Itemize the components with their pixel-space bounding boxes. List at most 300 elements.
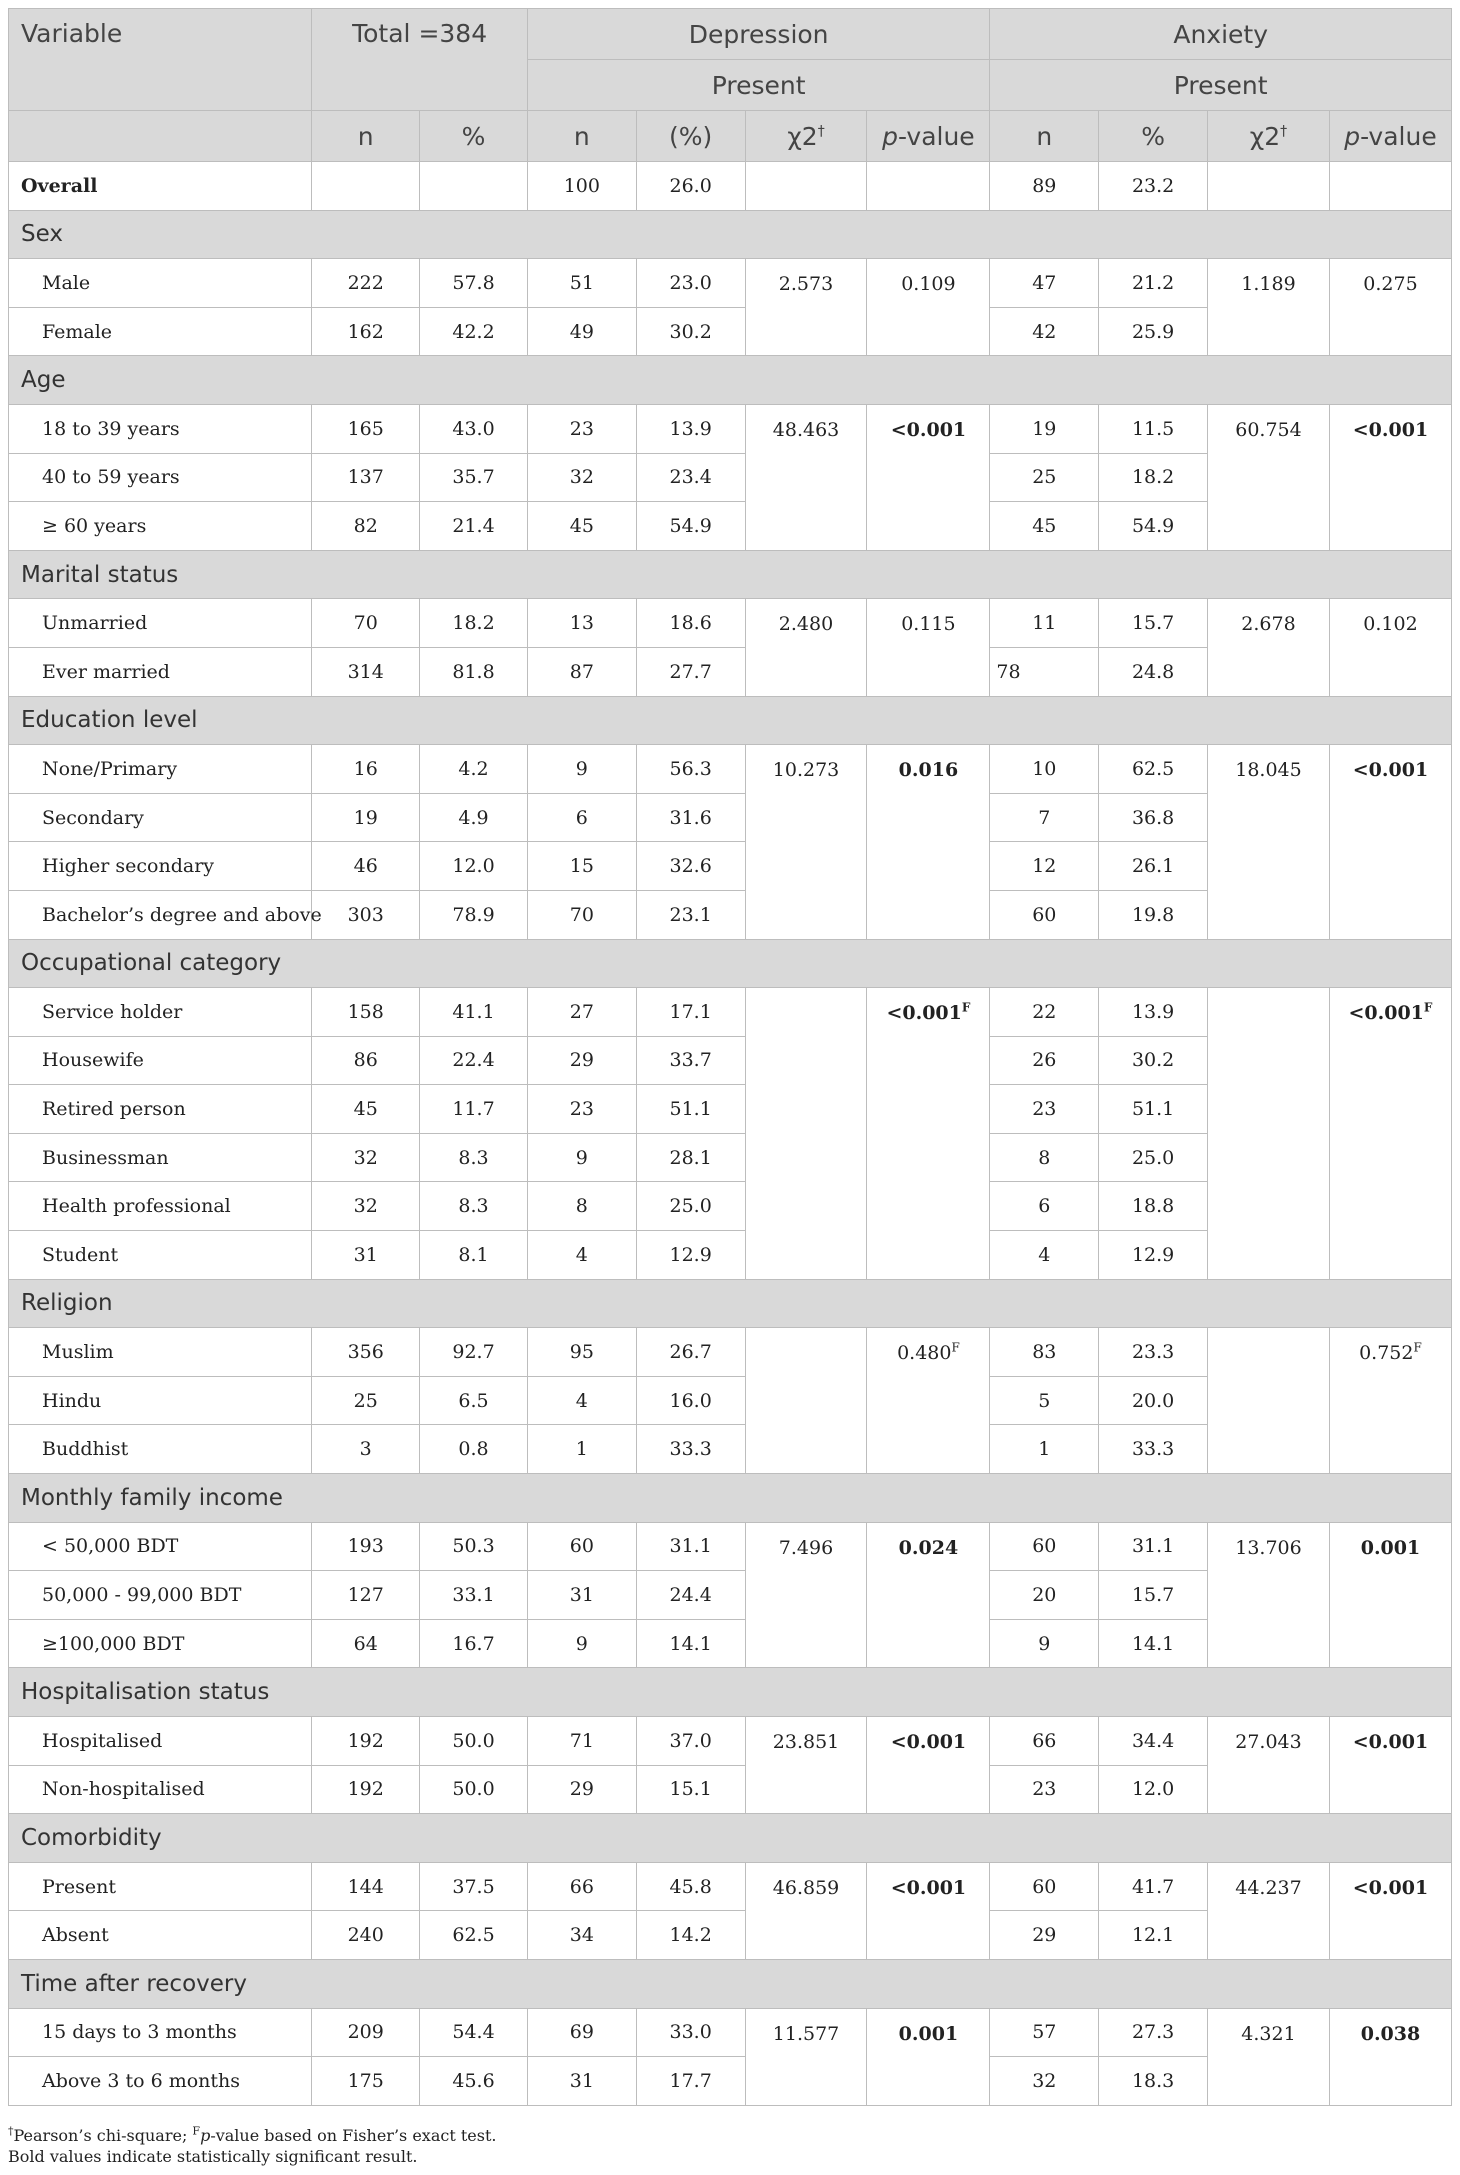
anx-chi-value: 27.043: [1235, 1731, 1302, 1753]
anx-n: 26: [990, 1036, 1099, 1085]
anx-pct: 18.8: [1099, 1182, 1208, 1231]
dep-n: 1: [527, 1425, 636, 1474]
total-n: 3: [312, 1425, 420, 1474]
anx-n: 19: [990, 404, 1099, 453]
total-pct: 50.3: [420, 1522, 528, 1571]
dep-n: 95: [527, 1328, 636, 1377]
anx-n: 78: [990, 647, 1099, 696]
anx-n: 6: [990, 1182, 1099, 1231]
dep-pct: 14.1: [636, 1619, 745, 1668]
anx-chi: [1208, 1522, 1330, 1668]
total-n: 240: [312, 1911, 420, 1960]
total-n: 314: [312, 647, 420, 696]
anx-n: 60: [990, 1522, 1099, 1571]
row-label: Buddhist: [9, 1425, 312, 1474]
total-pct: 8.3: [420, 1133, 528, 1182]
anx-pvalue: [1329, 988, 1451, 1280]
dep-n: 23: [527, 404, 636, 453]
dep-pct: 17.7: [636, 2057, 745, 2106]
overall-anx-chi: [1208, 162, 1330, 211]
anx-pct: 12.9: [1099, 1231, 1208, 1280]
anx-pvalue: [1329, 1862, 1451, 1959]
anx-chi: [1208, 404, 1330, 550]
dep-chi-value: 2.573: [778, 273, 834, 296]
anx-pvalue: [1329, 745, 1451, 939]
section-title: Hospitalisation status: [9, 1668, 1452, 1717]
total-pct: 45.6: [420, 2057, 528, 2106]
dep-n: 71: [527, 1717, 636, 1766]
anx-n: 25: [990, 453, 1099, 502]
dep-n: 60: [527, 1522, 636, 1571]
dep-chi: [745, 745, 867, 939]
dep-n: 9: [527, 1133, 636, 1182]
anx-chi: [1208, 259, 1330, 356]
dep-chi: [745, 1717, 867, 1814]
dep-pct: 56.3: [636, 745, 745, 794]
anx-pct: 25.0: [1099, 1133, 1208, 1182]
dep-n: 4: [527, 1376, 636, 1425]
section-header-row: [9, 1814, 1452, 1863]
anx-n: 7: [990, 793, 1099, 842]
anx-n: 11: [990, 599, 1099, 648]
anx-pvalue-value: <0.001: [1352, 418, 1429, 441]
total-pct: 4.2: [420, 745, 528, 794]
anx-chi: [1208, 2008, 1330, 2105]
anx-n: 57: [990, 2008, 1099, 2057]
dep-n: 4: [527, 1231, 636, 1280]
dep-chi-value: 48.463: [772, 418, 840, 441]
total-n: 356: [312, 1328, 420, 1377]
header-dep-pvalue: [867, 111, 990, 162]
anx-n: 32: [990, 2057, 1099, 2106]
row-label: ≥ 60 years: [9, 502, 312, 551]
table-header: [9, 9, 1452, 162]
anx-pct: 21.2: [1099, 259, 1208, 308]
dep-pct: 25.0: [636, 1182, 745, 1231]
overall-dep-n: 100: [527, 162, 636, 211]
anx-pct: 33.3: [1099, 1425, 1208, 1474]
anx-pvalue: [1329, 1328, 1451, 1474]
section-title: Monthly family income: [9, 1474, 1452, 1523]
anx-pvalue: [1329, 599, 1451, 696]
row-label: Service holder: [9, 988, 312, 1037]
anx-chi: [1208, 1862, 1330, 1959]
anx-chi-value: 4.321: [1241, 2022, 1296, 2045]
row-label: Above 3 to 6 months: [9, 2057, 312, 2106]
header-empty: [9, 111, 312, 162]
header-total: Total =384: [312, 9, 528, 111]
dep-n: 34: [527, 1911, 636, 1960]
pvalue-suffix: -value: [1360, 121, 1437, 151]
dep-pvalue: [867, 259, 990, 356]
anx-n: 42: [990, 307, 1099, 356]
dep-pct: 12.9: [636, 1231, 745, 1280]
row-label: Retired person: [9, 1085, 312, 1134]
anx-pvalue-value: 0.275: [1363, 273, 1418, 296]
anx-pct: 23.3: [1099, 1328, 1208, 1377]
total-n: 303: [312, 890, 420, 939]
dep-n: 66: [527, 1862, 636, 1911]
anx-n: 4: [990, 1231, 1099, 1280]
table-row: [9, 1522, 1452, 1571]
overall-total-n: [312, 162, 420, 211]
section-title: Occupational category: [9, 939, 1452, 988]
anx-chi: [1208, 1717, 1330, 1814]
section-title: Age: [9, 356, 1452, 405]
dep-n: 69: [527, 2008, 636, 2057]
anx-pct: 62.5: [1099, 745, 1208, 794]
anx-pvalue-value: 0.102: [1363, 613, 1418, 636]
dep-pct: 15.1: [636, 1765, 745, 1814]
table-row: [9, 2008, 1452, 2057]
dep-pvalue-value: 0.480: [897, 1342, 952, 1365]
row-label: ≥100,000 BDT: [9, 1619, 312, 1668]
dep-pct: 28.1: [636, 1133, 745, 1182]
dep-n: 8: [527, 1182, 636, 1231]
section-title: Religion: [9, 1279, 1452, 1328]
header-anx-n: n: [990, 111, 1099, 162]
anx-pct: 18.3: [1099, 2057, 1208, 2106]
anx-n: 10: [990, 745, 1099, 794]
dep-pvalue: [867, 404, 990, 550]
anx-n: 66: [990, 1717, 1099, 1766]
overall-anx-n: 89: [990, 162, 1099, 211]
anx-pvalue-value: <0.001: [1352, 1876, 1429, 1899]
section-header-row: [9, 696, 1452, 745]
chi-symbol: χ2: [1249, 121, 1281, 151]
overall-anx-pct: 23.2: [1099, 162, 1208, 211]
dep-chi-value: 7.496: [778, 1536, 834, 1559]
total-n: 70: [312, 599, 420, 648]
total-n: 45: [312, 1085, 420, 1134]
dep-n: 9: [527, 1619, 636, 1668]
fisher-mark: F: [1423, 1000, 1433, 1015]
total-pct: 41.1: [420, 988, 528, 1037]
dep-n: 51: [527, 259, 636, 308]
anx-chi: [1208, 988, 1330, 1280]
dep-pct: 16.0: [636, 1376, 745, 1425]
total-pct: 0.8: [420, 1425, 528, 1474]
overall-label: Overall: [9, 162, 312, 211]
anx-n: 23: [990, 1765, 1099, 1814]
total-n: 162: [312, 307, 420, 356]
dep-pct: 31.1: [636, 1522, 745, 1571]
dep-chi: [745, 988, 867, 1280]
overall-dep-p: [867, 162, 990, 211]
anx-pct: 41.7: [1099, 1862, 1208, 1911]
anx-pct: 12.1: [1099, 1911, 1208, 1960]
table-row: [9, 404, 1452, 453]
total-pct: 78.9: [420, 890, 528, 939]
anx-n: 12: [990, 842, 1099, 891]
dep-n: 9: [527, 745, 636, 794]
total-pct: 33.1: [420, 1571, 528, 1620]
row-label: 18 to 39 years: [9, 404, 312, 453]
anx-pct: 15.7: [1099, 599, 1208, 648]
anx-pvalue-value: <0.001: [1352, 1731, 1429, 1753]
anx-n: 20: [990, 1571, 1099, 1620]
fisher-mark: F: [951, 1340, 960, 1355]
anx-pct: 30.2: [1099, 1036, 1208, 1085]
dep-pvalue-value: 0.024: [898, 1536, 959, 1559]
dep-pct: 51.1: [636, 1085, 745, 1134]
anx-pct: 25.9: [1099, 307, 1208, 356]
total-n: 137: [312, 453, 420, 502]
total-n: 209: [312, 2008, 420, 2057]
total-pct: 54.4: [420, 2008, 528, 2057]
chi-symbol: χ2: [787, 121, 818, 151]
section-header-row: [9, 210, 1452, 259]
dep-pct: 23.1: [636, 890, 745, 939]
total-n: 64: [312, 1619, 420, 1668]
row-label: None/Primary: [9, 745, 312, 794]
header-variable: Variable: [9, 9, 312, 111]
dep-pct: 14.2: [636, 1911, 745, 1960]
dep-n: 6: [527, 793, 636, 842]
total-pct: 62.5: [420, 1911, 528, 1960]
total-pct: 50.0: [420, 1765, 528, 1814]
total-pct: 16.7: [420, 1619, 528, 1668]
overall-row: [9, 162, 1452, 211]
total-pct: 50.0: [420, 1717, 528, 1766]
section-header-row: [9, 1279, 1452, 1328]
anx-pct: 20.0: [1099, 1376, 1208, 1425]
anx-pvalue: [1329, 259, 1451, 356]
dep-pct: 13.9: [636, 404, 745, 453]
row-label: Non-hospitalised: [9, 1765, 312, 1814]
dep-pct: 24.4: [636, 1571, 745, 1620]
dep-pvalue-value: 0.109: [901, 273, 956, 296]
section-header-row: [9, 1668, 1452, 1717]
row-label: Housewife: [9, 1036, 312, 1085]
anx-chi: [1208, 745, 1330, 939]
row-label: 15 days to 3 months: [9, 2008, 312, 2057]
results-table: [8, 8, 1452, 2106]
dep-chi: [745, 1328, 867, 1474]
overall-anx-p: [1329, 162, 1451, 211]
anx-pct: 34.4: [1099, 1717, 1208, 1766]
dep-pvalue-value: <0.001: [890, 418, 967, 441]
section-title: Education level: [9, 696, 1452, 745]
total-n: 127: [312, 1571, 420, 1620]
dep-pct: 33.7: [636, 1036, 745, 1085]
dep-pvalue-value: 0.115: [901, 613, 956, 636]
total-pct: 21.4: [420, 502, 528, 551]
dep-chi-value: 23.851: [772, 1731, 840, 1753]
dep-chi-value: 46.859: [772, 1876, 840, 1899]
section-header-row: [9, 550, 1452, 599]
dep-n: 70: [527, 890, 636, 939]
dep-pvalue-value: 0.001: [898, 2022, 959, 2045]
total-n: 25: [312, 1376, 420, 1425]
table-body: [9, 162, 1452, 2106]
dep-pct: 23.0: [636, 259, 745, 308]
section-title: Sex: [9, 210, 1452, 259]
row-label: Male: [9, 259, 312, 308]
total-pct: 6.5: [420, 1376, 528, 1425]
table-row: [9, 599, 1452, 648]
anx-chi-value: 13.706: [1235, 1536, 1302, 1559]
dep-n: 31: [527, 1571, 636, 1620]
section-title: Marital status: [9, 550, 1452, 599]
header-anx-chi: [1208, 111, 1330, 162]
header-anx-pct: %: [1099, 111, 1208, 162]
anx-n: 1: [990, 1425, 1099, 1474]
anx-pct: 18.2: [1099, 453, 1208, 502]
row-label: Student: [9, 1231, 312, 1280]
dep-chi-value: 11.577: [772, 2022, 840, 2045]
dep-pct: 18.6: [636, 599, 745, 648]
dep-chi-value: 2.480: [778, 613, 834, 636]
fisher-mark: F: [192, 2124, 201, 2138]
section-title: Comorbidity: [9, 1814, 1452, 1863]
total-pct: 35.7: [420, 453, 528, 502]
total-n: 165: [312, 404, 420, 453]
header-depression-present: Present: [527, 60, 989, 111]
row-label: Health professional: [9, 1182, 312, 1231]
anx-n: 22: [990, 988, 1099, 1037]
anx-pct: 26.1: [1099, 842, 1208, 891]
total-n: 32: [312, 1133, 420, 1182]
row-label: Ever married: [9, 647, 312, 696]
total-n: 86: [312, 1036, 420, 1085]
dep-pvalue-value: <0.001: [886, 1002, 962, 1025]
dagger-mark: †: [8, 2124, 14, 2138]
header-anxiety: Anxiety: [990, 9, 1452, 60]
header-dep-chi: [745, 111, 867, 162]
dep-pct: 27.7: [636, 647, 745, 696]
dep-pvalue: [867, 1862, 990, 1959]
total-n: 175: [312, 2057, 420, 2106]
anx-n: 9: [990, 1619, 1099, 1668]
dep-pvalue-value: 0.016: [898, 759, 959, 782]
anx-pvalue: [1329, 2008, 1451, 2105]
dep-chi: [745, 1862, 867, 1959]
p-letter: p: [882, 121, 899, 151]
anx-chi: [1208, 1328, 1330, 1474]
anx-n: 60: [990, 890, 1099, 939]
dep-pvalue: [867, 745, 990, 939]
total-pct: 42.2: [420, 307, 528, 356]
section-header-row: [9, 356, 1452, 405]
table-row: [9, 988, 1452, 1037]
dep-pct: 30.2: [636, 307, 745, 356]
dep-pvalue-value: <0.001: [890, 1731, 967, 1753]
anx-pvalue-value: 0.752: [1359, 1342, 1414, 1365]
dep-n: 15: [527, 842, 636, 891]
anx-n: 8: [990, 1133, 1099, 1182]
row-label: Unmarried: [9, 599, 312, 648]
dep-pct: 17.1: [636, 988, 745, 1037]
dep-n: 29: [527, 1765, 636, 1814]
anx-pvalue-value: 0.038: [1360, 2022, 1421, 2045]
anx-pct: 36.8: [1099, 793, 1208, 842]
row-label: Present: [9, 1862, 312, 1911]
header-depression: Depression: [527, 9, 989, 60]
dep-pvalue: [867, 599, 990, 696]
dep-pct: 33.3: [636, 1425, 745, 1474]
dep-n: 27: [527, 988, 636, 1037]
anx-pct: 13.9: [1099, 988, 1208, 1037]
anx-n: 83: [990, 1328, 1099, 1377]
dep-chi: [745, 404, 867, 550]
dep-pct: 23.4: [636, 453, 745, 502]
row-label: Female: [9, 307, 312, 356]
dep-n: 29: [527, 1036, 636, 1085]
total-pct: 11.7: [420, 1085, 528, 1134]
anx-chi: [1208, 599, 1330, 696]
overall-total-pct: [420, 162, 528, 211]
section-header-row: [9, 939, 1452, 988]
dep-pvalue: [867, 1522, 990, 1668]
anx-n: 29: [990, 1911, 1099, 1960]
fisher-note: -value based on Fisher’s exact test.: [210, 2126, 497, 2145]
anx-pct: 15.7: [1099, 1571, 1208, 1620]
dep-n: 87: [527, 647, 636, 696]
table-row: [9, 1717, 1452, 1766]
anx-chi-value: 18.045: [1235, 759, 1302, 782]
p-letter: p: [200, 2126, 211, 2145]
dep-n: 32: [527, 453, 636, 502]
overall-dep-pct: 26.0: [636, 162, 745, 211]
chi-note: Pearson’s chi-square;: [13, 2126, 193, 2145]
dep-chi: [745, 599, 867, 696]
total-n: 31: [312, 1231, 420, 1280]
table-row: [9, 1328, 1452, 1377]
total-pct: 81.8: [420, 647, 528, 696]
dep-n: 45: [527, 502, 636, 551]
dep-chi-value: 10.273: [772, 759, 840, 782]
dep-chi: [745, 259, 867, 356]
dep-chi: [745, 2008, 867, 2105]
table-footnotes: [8, 2125, 496, 2167]
dep-pct: 31.6: [636, 793, 745, 842]
anx-pct: 24.8: [1099, 647, 1208, 696]
anx-n: 23: [990, 1085, 1099, 1134]
dep-n: 23: [527, 1085, 636, 1134]
row-label: Muslim: [9, 1328, 312, 1377]
row-label: Bachelor’s degree and above: [9, 890, 312, 939]
dep-n: 13: [527, 599, 636, 648]
header-anxiety-present: Present: [990, 60, 1452, 111]
total-pct: 18.2: [420, 599, 528, 648]
total-n: 222: [312, 259, 420, 308]
row-label: Hospitalised: [9, 1717, 312, 1766]
total-pct: 22.4: [420, 1036, 528, 1085]
total-pct: 92.7: [420, 1328, 528, 1377]
dep-pct: 37.0: [636, 1717, 745, 1766]
total-pct: 12.0: [420, 842, 528, 891]
total-pct: 8.3: [420, 1182, 528, 1231]
row-label: Higher secondary: [9, 842, 312, 891]
row-label: < 50,000 BDT: [9, 1522, 312, 1571]
anx-n: 47: [990, 259, 1099, 308]
row-label: Absent: [9, 1911, 312, 1960]
dep-chi: [745, 1522, 867, 1668]
total-n: 46: [312, 842, 420, 891]
total-pct: 4.9: [420, 793, 528, 842]
dep-pct: 54.9: [636, 502, 745, 551]
dagger-mark: †: [817, 123, 825, 140]
dep-pct: 26.7: [636, 1328, 745, 1377]
dep-n: 31: [527, 2057, 636, 2106]
total-pct: 43.0: [420, 404, 528, 453]
header-anx-pvalue: [1329, 111, 1451, 162]
fisher-mark: F: [1413, 1340, 1422, 1355]
anx-pvalue-value: <0.001: [1352, 759, 1429, 782]
pvalue-suffix: -value: [898, 121, 975, 151]
header-total-pct: %: [420, 111, 528, 162]
